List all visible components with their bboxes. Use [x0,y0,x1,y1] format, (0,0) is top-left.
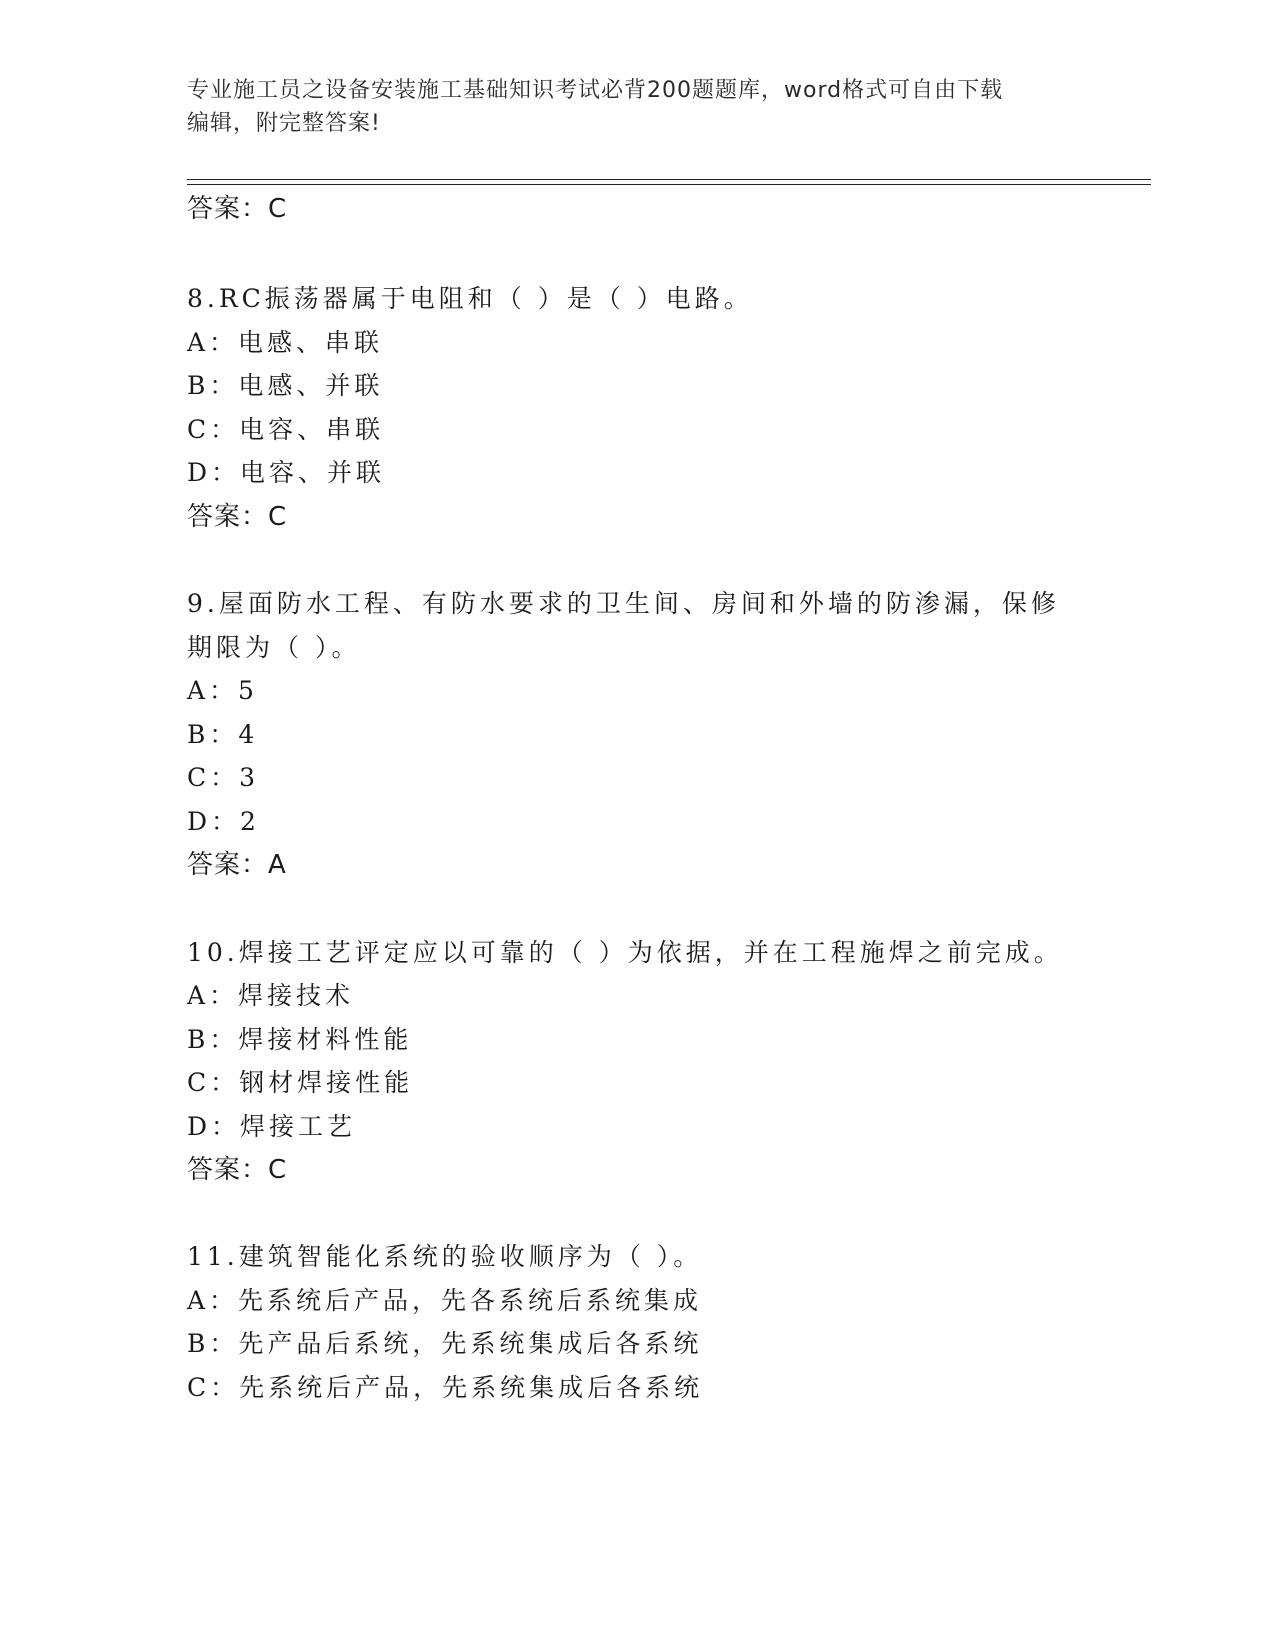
question-8-option-d: D：电容、并联 [187,458,386,487]
question-11-option-a: A：先系统后产品，先各系统后系统集成 [187,1286,703,1315]
question-10-option-a: A：焊接技术 [187,981,355,1010]
question-9-text-line-2: 期限为（ ）。 [187,633,361,662]
question-9-option-a: A：5 [187,676,258,705]
question-9-text-line-1: 9.屋面防水工程、有防水要求的卫生间、房间和外墙的防渗漏，保修 [187,589,1060,618]
question-11-text: 11.建筑智能化系统的验收顺序为（ ）。 [187,1242,703,1271]
question-10-option-d: D：焊接工艺 [187,1112,357,1141]
question-9-option-d: D：2 [187,807,260,836]
question-11-option-b: B：先产品后系统，先系统集成后各系统 [187,1329,703,1358]
document-header [187,74,1087,140]
question-8-answer: 答案：C [187,502,288,532]
question-9-answer: 答案：A [187,850,287,880]
question-10-option-b: B：焊接材料性能 [187,1025,413,1054]
question-8-option-c: C：电容、串联 [187,415,385,444]
question-9-option-b: B：4 [187,720,259,749]
header-divider [187,179,1151,185]
question-8-option-b: B：电感、并联 [187,371,384,400]
question-8-option-a: A：电感、串联 [187,328,384,357]
question-10-answer: 答案：C [187,1155,288,1185]
answer-previous: 答案：C [187,194,288,224]
question-11-option-c: C：先系统后产品，先系统集成后各系统 [187,1373,704,1402]
header-line-2: 编辑，附完整答案! [187,111,381,136]
question-10-text: 10.焊接工艺评定应以可靠的（ ）为依据，并在工程施焊之前完成。 [187,938,1063,967]
question-9-option-c: C：3 [187,763,260,792]
question-10-option-c: C：钢材焊接性能 [187,1068,414,1097]
question-8-text: 8.RC振荡器属于电阻和（ ）是（ ）电路。 [187,284,753,313]
header-line-1: 专业施工员之设备安装施工基础知识考试必背200题题库，word格式可自由下载 [187,78,1004,103]
